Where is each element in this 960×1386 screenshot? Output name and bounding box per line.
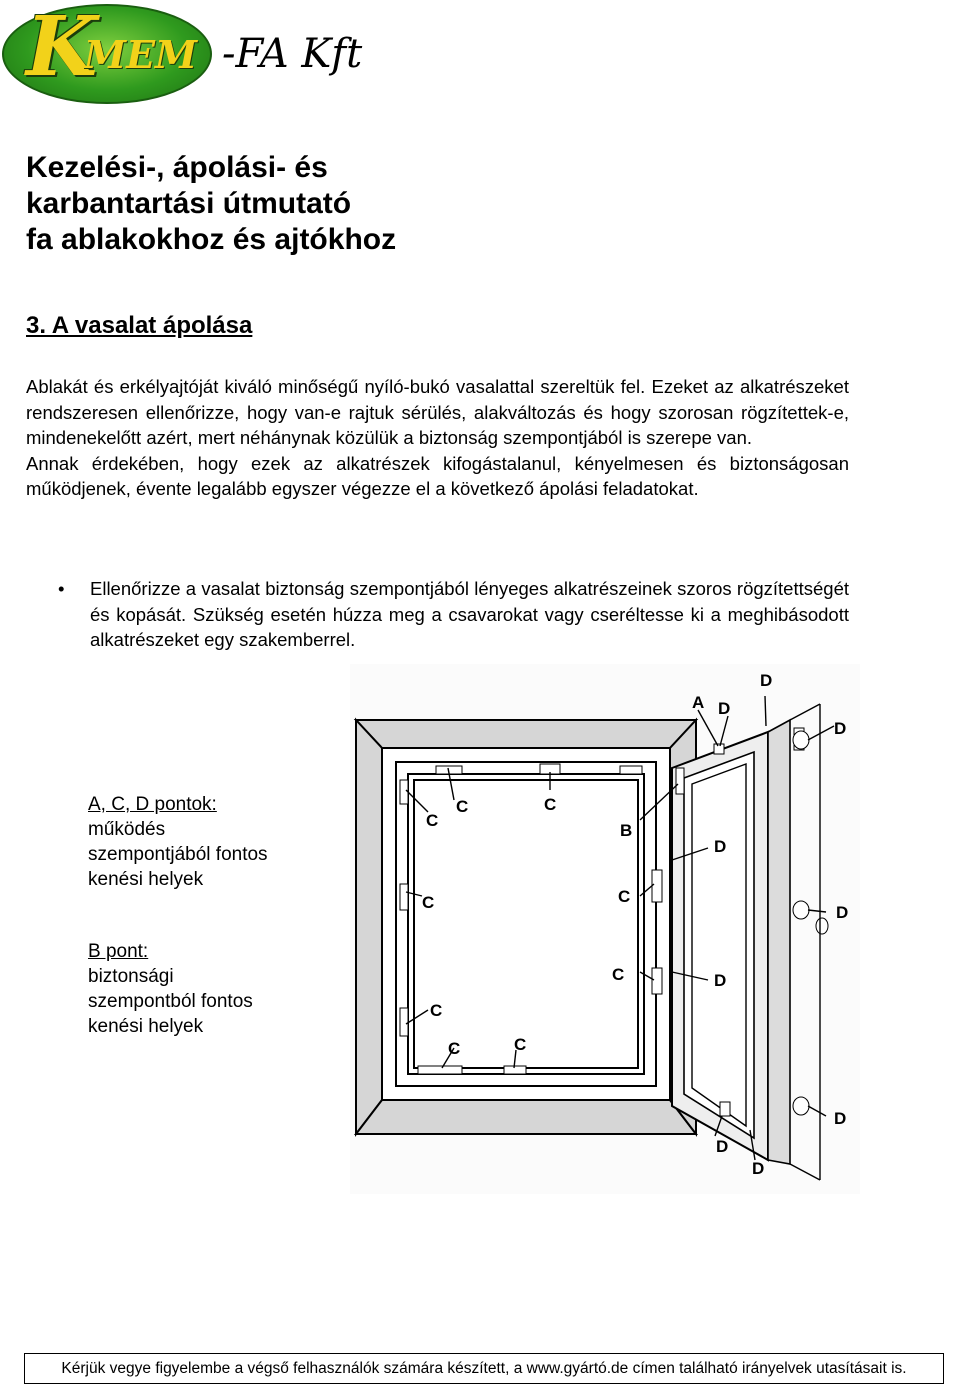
window-hardware-diagram (350, 664, 860, 1194)
bullet-list (26, 576, 849, 653)
frame-keeper-bottom-1 (418, 1066, 462, 1074)
legend-b-line-2: szempontból fontos (88, 991, 253, 1012)
label-c-6: C (448, 1039, 461, 1058)
handle-knob (816, 918, 828, 934)
frame-keeper-top-3 (620, 766, 642, 774)
label-d-4: D (836, 903, 849, 922)
footer-note: Kérjük vegye figyelembe a végső felhasználók számára készített, a www.gyártó.de címen található irányelvek utasításait is. (24, 1353, 944, 1384)
legend-b-heading: B pont: (88, 941, 149, 962)
label-d-1: D (718, 699, 731, 718)
company-logo (0, 0, 400, 110)
intro-paragraph-1: Ablakát és erkélyajtóját kiváló minőségű nyíló-bukó vasalattal szereltük fel. Ezeket az alkatrészeket rendszeresen ellenőrizze, hogy van-e rajtuk sérülés, alakváltozás és hogy szorosan rögzítettek-e, mindenekelőtt azért, mert néhánynak közülük a biztonság szempontjából is szerepe van. (26, 376, 849, 448)
title-line-1: Kezelési-, ápolási- és (26, 151, 328, 184)
sash-hardware-lower (652, 968, 662, 994)
legend-acd (88, 792, 268, 892)
legend-acd-heading: A, C, D pontok: (88, 794, 217, 815)
label-c-9: C (612, 965, 625, 984)
label-a: A (692, 693, 705, 712)
sash-glass (692, 764, 746, 1126)
sash-hardware-middle (652, 870, 662, 902)
reveal-top (356, 720, 696, 748)
corner-hinge-top (714, 744, 724, 754)
label-c-3: C (544, 795, 557, 814)
logo-brand-rest: MEM (84, 32, 198, 77)
document-title (26, 150, 396, 258)
section-heading: 3. A vasalat ápolása (26, 312, 253, 339)
intro-paragraph-2: Annak érdekében, hogy ezek az alkatrészek kifogástalanul, kényelmesen és biztonságosan működjenek, évente legalább egyszer végezze el a következő ápolási feladatokat. (26, 452, 849, 499)
frame-glass-line (414, 780, 638, 1068)
label-d-6: D (716, 1137, 729, 1156)
title-line-3: fa ablakokhoz és ajtókhoz (26, 223, 397, 256)
sash-edge (768, 720, 790, 1164)
legend-acd-line-1: működés (88, 819, 166, 840)
legend-b-line-1: biztonsági (88, 966, 174, 987)
legend-acd-line-3: kenési helyek (88, 869, 204, 890)
label-c-8: C (618, 887, 631, 906)
legend-b-line-3: kenési helyek (88, 1016, 204, 1037)
frame-keeper-left-2 (400, 884, 408, 910)
reveal-left (356, 720, 382, 1134)
label-d-5: D (834, 1109, 847, 1128)
legend-acd-line-2: szempontjából fontos (88, 844, 268, 865)
bullet-marker: • (58, 578, 65, 599)
corner-hinge-bottom (720, 1102, 730, 1116)
sash-hardware-top (676, 768, 684, 794)
hinge-top-knuckle (793, 731, 809, 749)
label-d-7: D (752, 1159, 765, 1178)
frame-keeper-bottom-2 (504, 1066, 526, 1074)
bullet-item (26, 576, 849, 653)
label-b: B (620, 821, 633, 840)
label-c-4: C (422, 893, 435, 912)
label-c-7: C (514, 1035, 527, 1054)
logo-suffix: -FA Kft (222, 31, 363, 77)
intro-text (26, 374, 849, 502)
label-d-2: D (760, 671, 773, 690)
hinge-middle (793, 901, 809, 919)
label-d-9: D (714, 971, 727, 990)
label-d-3: D (834, 719, 847, 738)
frame-keeper-left-3 (400, 1008, 408, 1036)
frame-keeper-left-1 (400, 780, 408, 804)
title-line-2: karbantartási útmutató (26, 187, 352, 220)
legend-b (88, 939, 253, 1039)
reveal-bottom (356, 1100, 696, 1134)
label-c-2: C (456, 797, 469, 816)
bullet-text: Ellenőrizze a vasalat biztonság szempontjából lényeges alkatrészeinek szoros rögzítettségét és kopását. Szükség esetén húzza meg a csavarokat vagy cseréltesse ki a meghibásodott alkatrészeket egy szakemberrel. (90, 578, 849, 650)
logo-initial: K (26, 0, 98, 95)
label-c-1: C (426, 811, 439, 830)
label-c-5: C (430, 1001, 443, 1020)
hinge-bottom (793, 1097, 809, 1115)
label-d-8: D (714, 837, 727, 856)
